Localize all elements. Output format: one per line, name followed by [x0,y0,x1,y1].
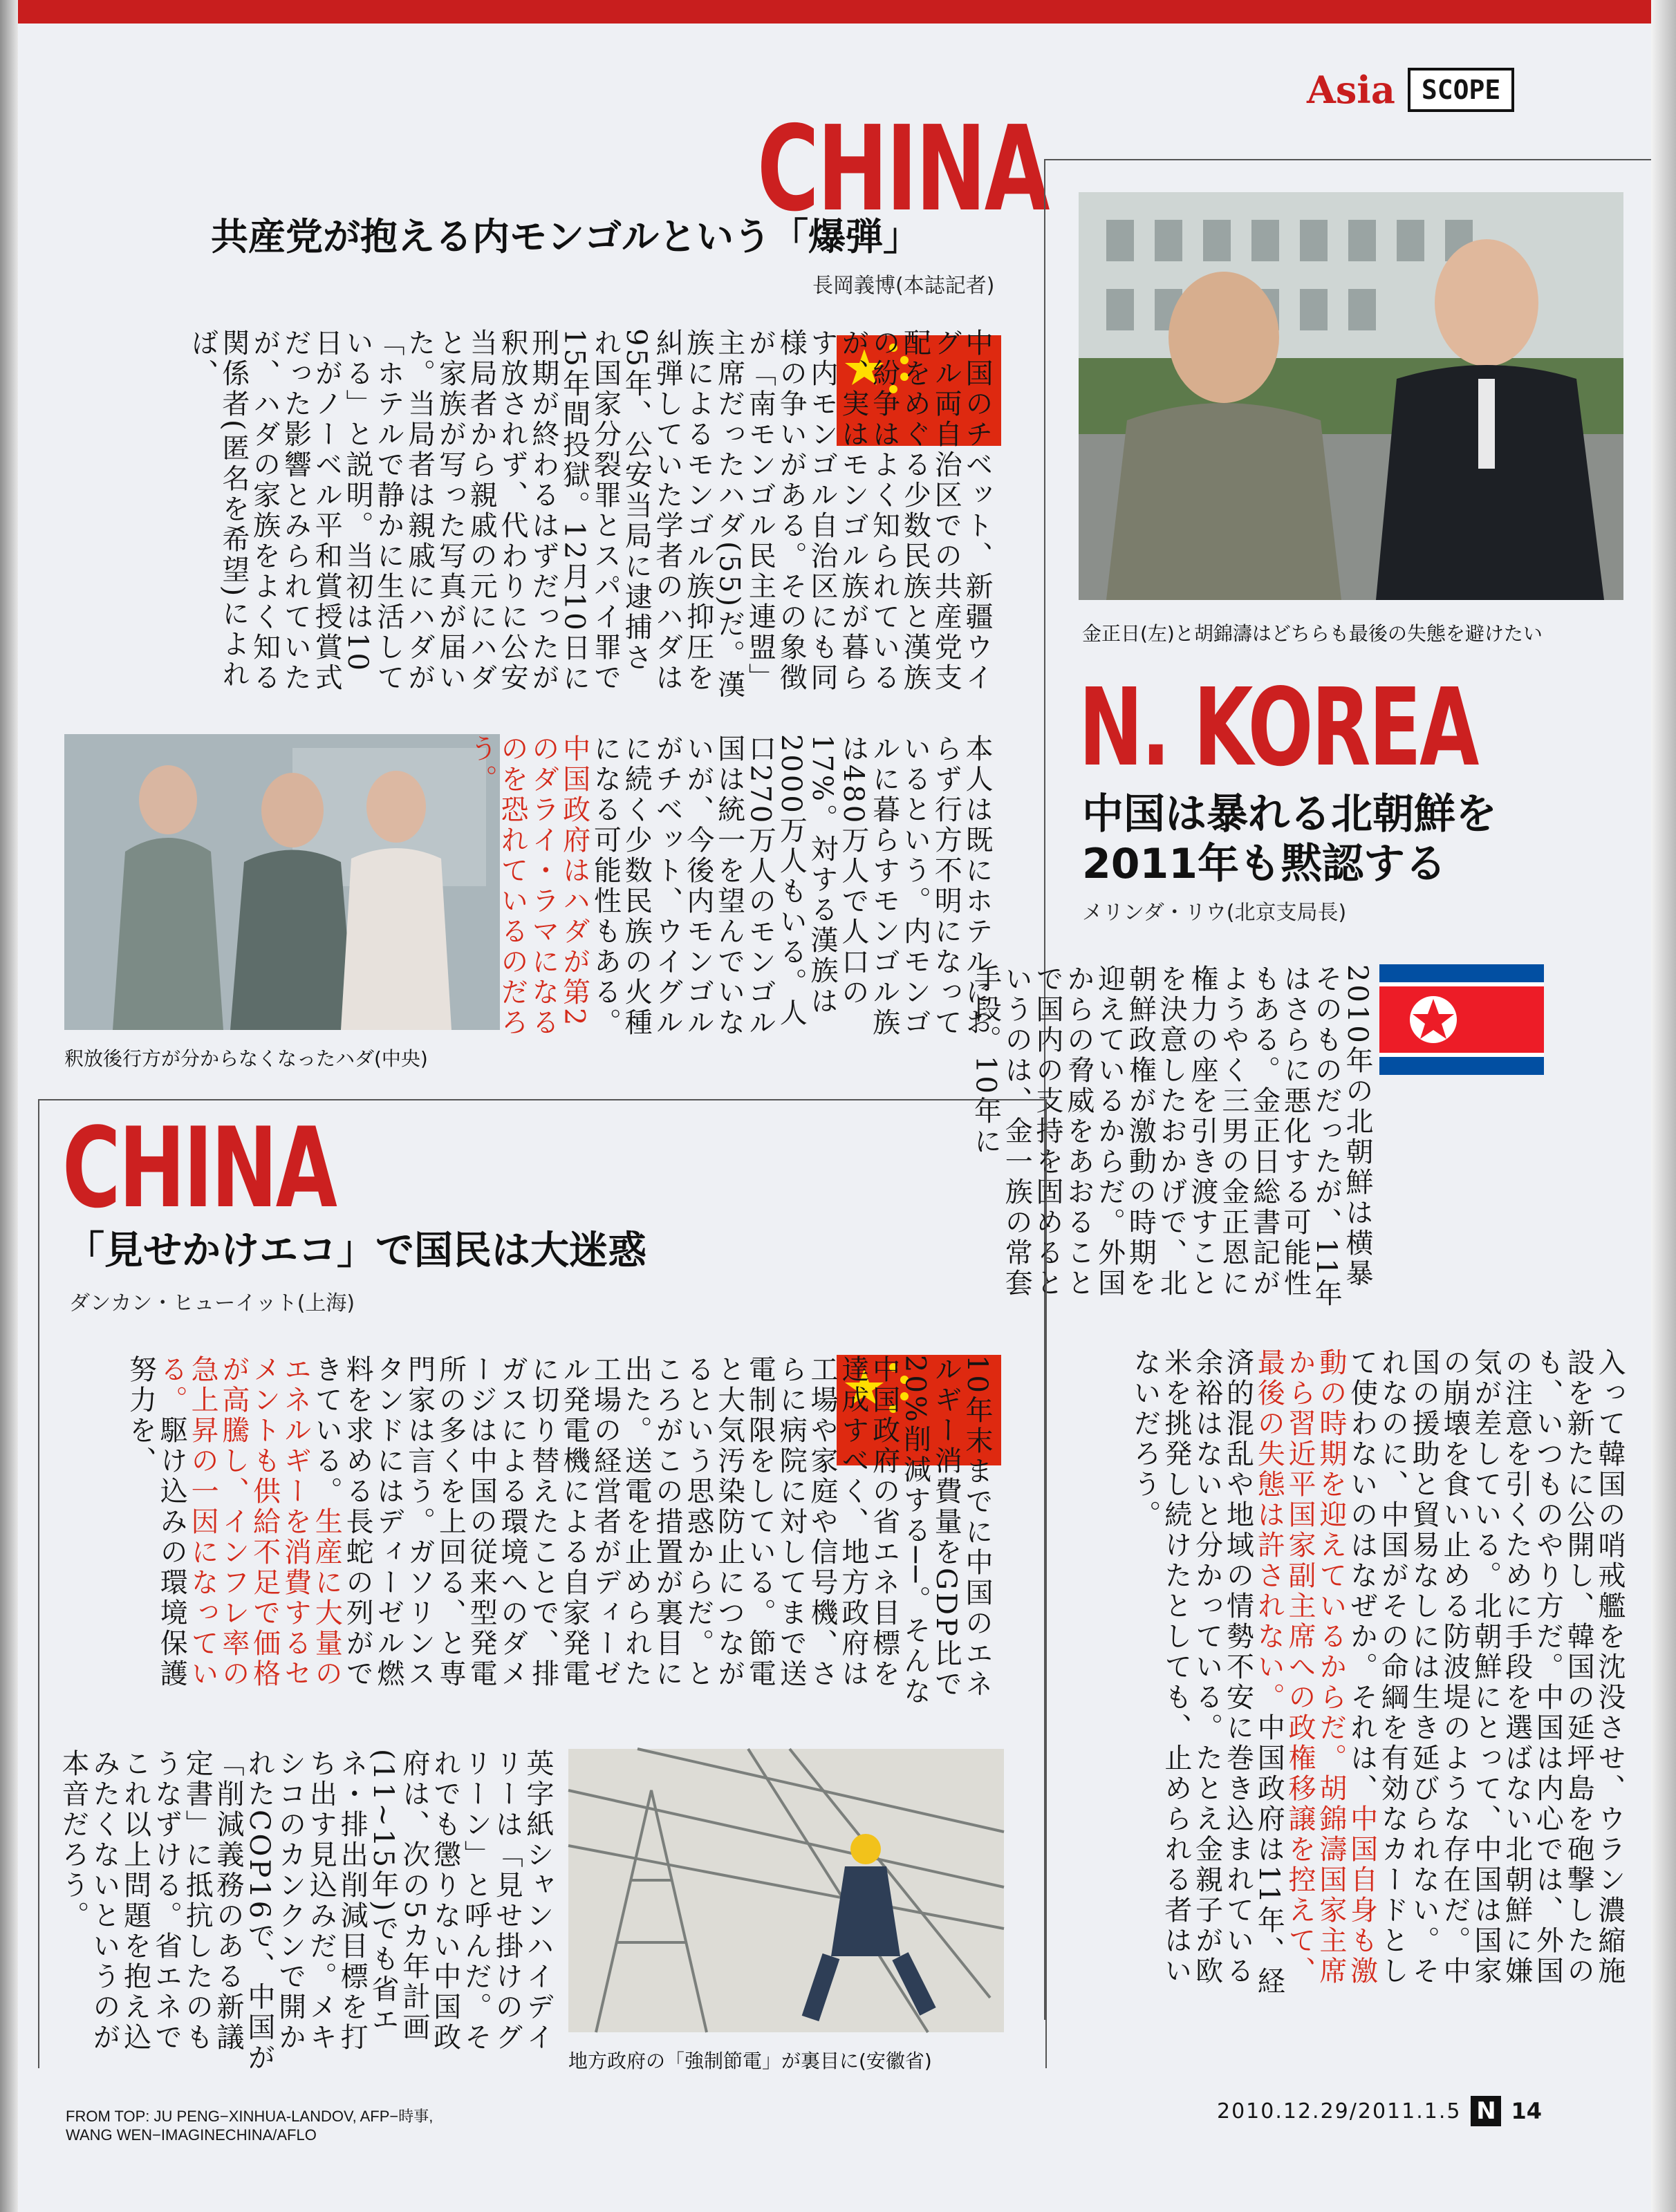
china2-upper-block [62,1355,992,1718]
china2-byline: ダンカン・ヒューイット(上海) [69,1291,355,1315]
kim-hu-photo [1079,192,1623,600]
scope-badge: SCOPE [1408,68,1514,112]
power-line-worker-photo [568,1749,1004,2032]
china2-lower-text: 英字紙シャンハイデイリーは「見せ掛けのグリーン」と呼んだ。それでも懲りない中国政府は、次の5カ年計画(11~15年)でも省エネ・排出削減目標を打ち出す見込みだ。メキシコのカンクンで開かれたCOP16で、中国が「削減義務のある新議定書」に抵抗したのもうなずける。省エネでこれ以上問題を抱え込みたくないというのが本音だろう。 [57,1749,554,2074]
credits-line-2: WANG WEN−IMAGINECHINA/AFLO [66,2126,317,2144]
nkorea-upper-text-cont [1379,1089,1545,1313]
china2-upper-text: 10年末までに中国のエネルギー消費量をGDP比で20%削減する──。そんな中国政府の省エネ目標を達成すべく、地方政府は工場や家庭や信号機、さらに病院に対してまで送電制限をしている。節電と大気汚染防止につながるという思惑からだ。ところがこの措置が裏目に出た。送電を止められた工場の経営者がディーゼル発電機による自家発電に切り替えたことで、排ガスによる環境へのダメージは中国の従来型発電所の多くを上回る、と専門家は言う。ガソリンスタンドにはディーゼル燃料を求める長蛇の列ができている。 [310,1355,993,1707]
page-edge [1651,0,1676,2212]
china1-lower-text: 本人は既にホテルにおらず行方不明になっているという。内モンゴルに暮らすモンゴル族は480万人で人口の17%。対する漢族は2000万人もいる。人口270万人のモンゴル国は統一を望んでいないが、今後内モンゴルがチベット、ウイグルに続く少数民族の火種になる可能性もある。 [589,734,993,1039]
china2-upper-highlight: 生産に大量のエネルギーを消費するセメントも供給不足で価格が高騰し、インフレ率の急上昇の一因になっている。 [156,1355,343,1689]
credits-line-1: FROM TOP: JU PENG−XINHUA-LANDOV, AFP−時事, [66,2108,434,2125]
nkorea-lower-text: 入って韓国の哨戒艦を沈没させ、ウラン濃縮施設を新たに公開し、韓国の延坪島を砲撃したのも、いつものやり方だ。中国は内心では、外国の注意を引くために手段を選ばない北朝鮮に嫌気が差している。北朝鮮にとって、中国は国家の崩壊を食い止める防波堤のような存在だ。中国の援助と貿易なしには生き延びられない。それなのに、中国がその命綱を有効なカードとして使わないのはなぜか。それは、 [1346,1348,1626,1987]
china2-headline: CHINA [62,1103,335,1232]
china1-lower-highlight: 中国政府はハダが第2のダライ・ラマになるのを恐れているのだろう。 [465,734,590,1038]
hada-family-photo [64,734,500,1030]
newsweek-logo: N [1471,2096,1501,2126]
section-tag [1307,68,1514,112]
page-footer [1217,2096,1542,2126]
section-label: Asia [1307,68,1395,112]
china1-photo-caption: 釈放後行方が分からなくなったハダ(中央) [64,1047,428,1070]
nkorea-subtitle-line2: 2011年も黙認する [1082,840,1446,888]
page-spine [0,0,18,2212]
china1-lower-block [465,734,993,1042]
nkorea-lower-highlight: 中国自身も激動の時期を迎えているからだ。胡錦濤国家主席から習近平国家副主席への政権移譲を控えて、最後の失態は許されない。 [1253,1348,1378,1987]
nkorea-headline: N. KOREA [1079,665,1478,790]
china2-upper-end: 駆け込みの環境保護努力を、 [124,1355,188,1689]
china2-subtitle: 「見せかけエコ」で国民は大迷惑 [66,1228,646,1273]
page-number: 14 [1511,2098,1542,2124]
nkorea-lower-block [1079,1348,1625,2001]
nkorea-lower-end: 中国政府は11年、経済的混乱や地域の情勢不安に巻き込まれている余裕はないと分かっている。たとえ金親子が欧米を挑発し続けたとしても、止められる者はいないだろう。 [1129,1348,1285,1997]
nkorea-upper-text: 2010年の北朝鮮は横暴そのものだったが、11年はさらに悪化する可能性もある。金正日総書記がようやく三男の金正恩に権力の座を引き渡すことを決意したおかげで、北朝鮮政権が激動の時期を迎えているからだ。外国からの脅威をあおることで国内の支持を固めるというのは、金一族の常套手段。10年に [969,964,1373,1309]
china2-photo-caption: 地方政府の「強制節電」が裏目に(安徽省) [568,2050,932,2072]
nkorea-photo-caption: 金正日(左)と胡錦濤はどちらも最後の失態を避けたい [1082,622,1543,645]
photo-credits [66,2105,433,2144]
top-red-bar [0,0,1676,24]
china1-byline: 長岡義博(本誌記者) [812,274,995,298]
nkorea-subtitle-line1: 中国は暴れる北朝鮮を [1082,790,1497,838]
north-korea-flag-icon [1379,964,1544,1075]
issue-date: 2010.12.29/2011.1.5 [1217,2099,1462,2124]
china1-headline: CHINA [757,101,1048,238]
china1-subtitle: 共産党が抱える内モンゴルという「爆弾」 [211,215,920,259]
nkorea-byline: メリンダ・リウ(北京支局長) [1082,901,1347,925]
china1-upper-text: 中国のチベット、新疆ウイグル両自治区での共産党支配をめぐる少数民族と漢族の紛争はよく知られているが、実はモンゴル族が暮らす内モンゴル自治区にも同様の争いがある。その象徴が「南モンゴル民主連盟」主席だったハダ(55)だ。漢族によるモンゴル族抑圧を糾弾していた学者のハダは95年、公安当局に逮捕され国家分裂罪とスパイ罪で15年間投獄。12月10日に刑期が終わるはずだったが釈放されず、代わりに公安当局者から親戚の元にハダと家族が写った写真が届いた。当局者は親戚にハダが「ホテルで静かに生活している」と説明。当初は10日がノーベル平和賞授賞式だった影響とみられていたが、ハダの家族をよく知る関係者(匿名を希望)によれば、 [187,328,993,701]
